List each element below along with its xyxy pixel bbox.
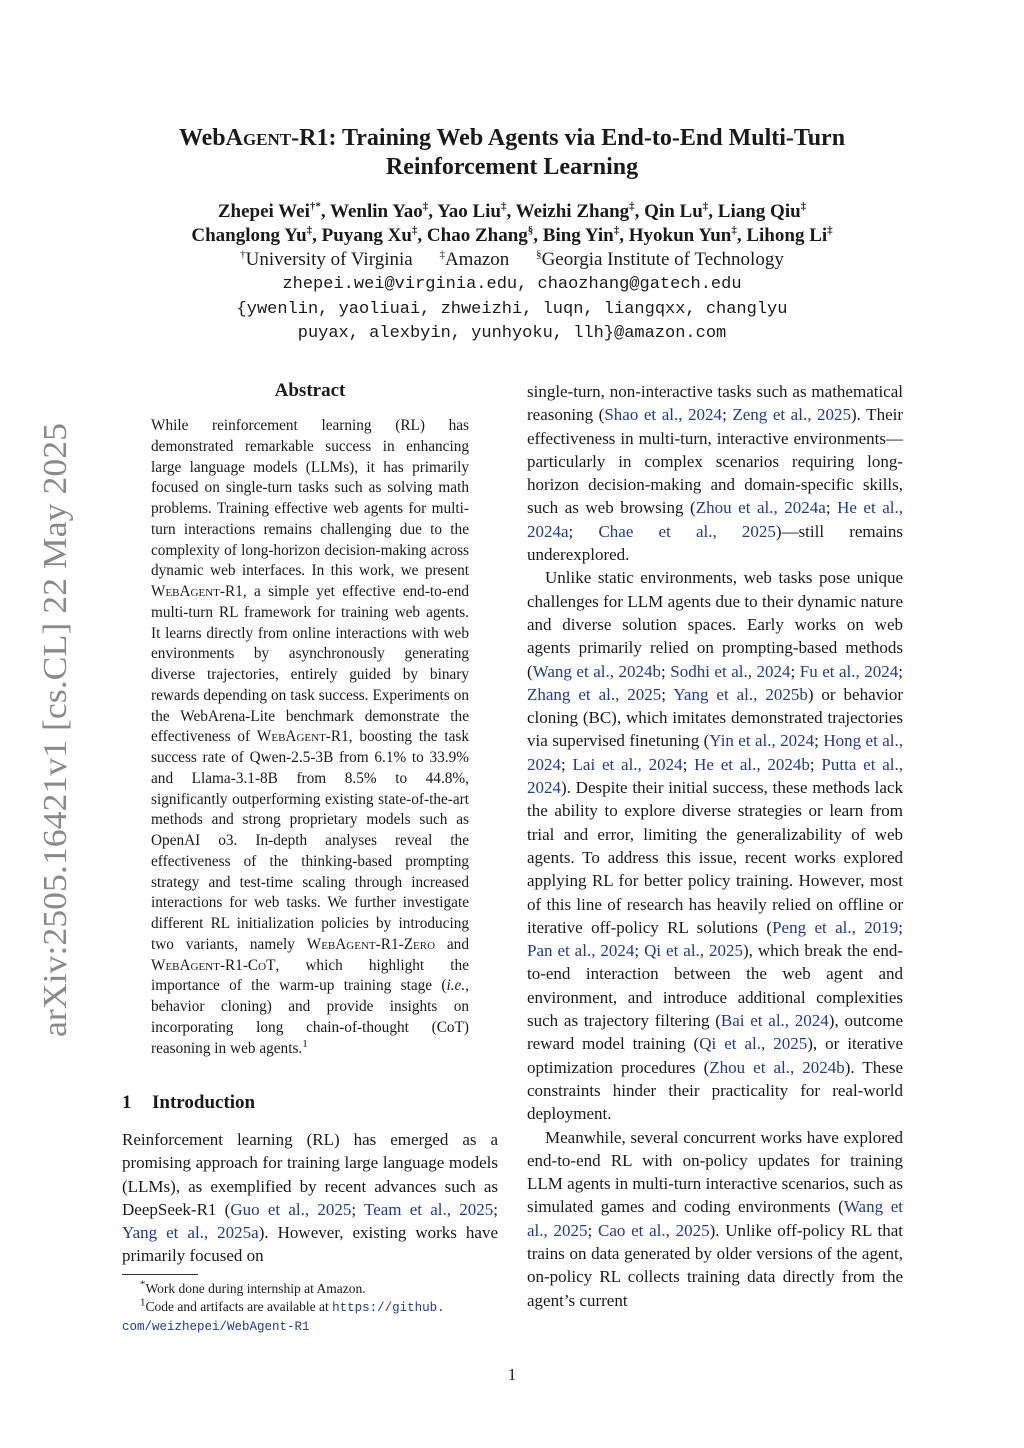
author-list-line2: Changlong Yu‡, Puyang Xu‡, Chao Zhang§, Bing Yin‡, Hyokun Yun‡, Lihong Li‡ xyxy=(191,224,833,246)
page-number: 1 xyxy=(507,1365,517,1384)
email-line-3: puyax, alexbyin, yunhyoku, llh}@amazon.com xyxy=(297,324,727,343)
title-name: WebAgent-R1 xyxy=(178,125,329,151)
section-heading-introduction: 1 Introduction xyxy=(122,1092,256,1113)
github-link-cont[interactable]: com/weizhepei/WebAgent-R1 xyxy=(122,1320,310,1334)
citation-link[interactable]: Pan et al., 2024 xyxy=(527,941,635,961)
citation-link[interactable]: Zhou et al., 2024b xyxy=(709,1057,845,1077)
citation-link[interactable]: Wang et al., 2025 xyxy=(527,1197,904,1240)
author-name: Hyokun Yun xyxy=(628,225,732,246)
author-name: Liang Qiu xyxy=(717,201,801,222)
author-affiliation-mark: ‡ xyxy=(306,224,313,237)
citation-link[interactable]: He et al., 2024b xyxy=(694,754,810,774)
affiliation-amazon: Amazon xyxy=(444,249,510,270)
citation-link[interactable]: Peng et al., 2019 xyxy=(772,917,899,937)
author-affiliation-mark: ‡ xyxy=(500,200,507,213)
title-line1: : Training Web Agents via End-to-End Multi-Turn xyxy=(328,125,846,151)
abstract-body: While reinforcement learning (RL) has demonstrated remarkable success in enhancing large language models (LLMs), it has primarily focused on single-turn tasks such as solving math problems. Training effective web agents for multi-turn interactions remains challenging due to the complexity of long-horizon decision-making across dynamic web interfaces. In this work, we present WebAgent-R1, a simple yet effective end-to-end multi-turn RL framework for training web agents. It learns directly from online interactions with web environments by asynchronously generating diverse trajectories, entirely guided by binary rewards depending on task success. Experiments on the WebArena-Lite benchmark demonstrate the effectiveness of WebAgent-R1, boosting the task success rate of Qwen-2.5-3B from 6.1% to 33.9% and Llama-3.1-8B from 8.5% to 44.8%, significantly outperforming existing state-of-the-art methods and strong proprietary models such as OpenAI o3. In-depth analyses reveal the effectiveness of the thinking-based prompting strategy and test-time scaling through increased interactions for web tasks. We further investigate different RL initialization policies by introducing two variants, namely WebAgent-R1-Zero and WebAgent-R1-CoT, which highlight the importance of the warm-up training stage (i.e., behavior cloning) and provide insights on incorporating long chain-of-thought (CoT) reasoning in web agents.$^1$ xyxy=(151,417,469,1057)
citation-link[interactable]: Yin et al., 2024 xyxy=(709,731,815,751)
author-affiliation-mark: ‡ xyxy=(629,200,635,213)
paper-title xyxy=(110,124,914,182)
citation-link[interactable]: Cao et al., 2025 xyxy=(597,1220,710,1240)
author-affiliation-mark: ‡ xyxy=(411,224,418,237)
citation-link[interactable]: Putta et al., 2024 xyxy=(527,754,903,798)
footnote-1: *Work done during internship at Amazon. xyxy=(140,1278,366,1296)
author-affiliation-mark: ‡ xyxy=(731,224,737,237)
author-affiliation-mark: †* xyxy=(309,200,321,213)
author-affiliation-mark: ‡ xyxy=(827,224,833,237)
author-name: Puyang Xu xyxy=(321,225,412,246)
author-affiliation-mark: ‡ xyxy=(800,200,807,213)
footnote-ref-1[interactable]: 1 xyxy=(302,1037,308,1050)
paragraph-2: Unlike static environments, web tasks pose unique challenges for LLM agents due to their dynamic nature and diverse solution spaces. Early works on web agents primarily relied on prompting-based methods (Wang et al., 2024b; Sodhi et al., 2024; Fu et al., 2024; Zhang et al., 2025; Yang et al., 2025b) or behavior cloning (BC), which imitates demonstrated trajectories via supervised finetuning (Yin et al., 2024; Hong et al., 2024; Lai et al., 2024; He et al., 2024b; Putta et al., 2024). Despite their initial success, these methods lack the ability to explore diverse strategies or learn from trial and error, limiting the generalizability of web agents. To address this issue, recent works explored applying RL for better policy training. However, most of this line of research has heavily relied on offline or iterative off-policy RL solutions (Peng et al., 2019; Pan et al., 2024; Qi et al., 2025), which break the end-to-end interaction between the web agent and environment, and introduce additional complexities such as trajectory filtering (Bai et al., 2024), outcome reward model training (Qi et al., 2025), or iterative optimization procedures (Zhou et al., 2024b). These constraints hinder their practicality for real-world deployment. xyxy=(527,568,904,1124)
arxiv-stamp-text: arXiv:2505.16421v1 [cs.CL] 22 May 2025 xyxy=(37,453,74,1037)
github-link[interactable]: https://github. xyxy=(332,1301,445,1315)
citation-link[interactable]: He et al., 2024a xyxy=(527,498,904,541)
citation-link[interactable]: Qi et al., 2025 xyxy=(644,941,743,961)
email-line-1: zhepei.wei@virginia.edu, chaozhang@gatech.edu xyxy=(282,275,742,294)
author-affiliation-mark: ‡ xyxy=(422,200,429,213)
email-line-2: {ywenlin, yaoliuai, zhweizhi, luqn, liangqxx, changlyu xyxy=(236,300,788,319)
citation-link[interactable]: Zhou et al., 2024a xyxy=(695,498,826,518)
citation-link[interactable]: Yang et al., 2025a xyxy=(122,1223,259,1243)
author-name: Zhepei Wei xyxy=(217,201,310,222)
citation-link[interactable]: Qi et al., 2025 xyxy=(699,1034,808,1054)
abstract-heading: Abstract xyxy=(274,380,346,401)
author-name: Changlong Yu xyxy=(191,225,307,246)
author-affiliation-mark: ‡ xyxy=(702,200,709,213)
author-name: Weizhi Zhang xyxy=(515,201,630,222)
title-line2: Reinforcement Learning xyxy=(385,154,639,180)
citation-link[interactable]: Team et al., 2025 xyxy=(364,1199,494,1219)
citation-link[interactable]: Shao et al., 2024 xyxy=(604,405,723,425)
arxiv-stamp xyxy=(14,420,84,1040)
citation-link[interactable]: Zeng et al., 2025 xyxy=(732,405,852,425)
affiliation-gatech: Georgia Institute of Technology xyxy=(541,249,784,270)
citation-link[interactable]: Hong et al., 2024 xyxy=(527,731,903,774)
author-affiliation-mark: § xyxy=(527,224,534,237)
citation-link[interactable]: Guo et al., 2025 xyxy=(230,1199,352,1219)
right-column xyxy=(527,380,903,1312)
intro-paragraph: Reinforcement learning (RL) has emerged as a promising approach for training large language models (LLMs), as exemplified by recent advances such as DeepSeek-R1 (Guo et al., 2025; Team et al., 2025; Yang et al., 2025a). However, existing works have primarily focused on xyxy=(122,1130,498,1266)
paragraph-1: single-turn, non-interactive tasks such as mathematical reasoning (Shao et al., 2024; Zeng et al., 2025). Their effectiveness in multi-turn, interactive environments—particularly in complex scenarios requiring long-horizon decision-making and domain-specific skills, such as web browsing (Zhou et al., 2024a; He et al., 2024a; Chae et al., 2025)—still remains underexplored. xyxy=(527,382,904,565)
author-affiliation-mark: ‡ xyxy=(613,224,620,237)
citation-link[interactable]: Chae et al., 2025 xyxy=(598,521,776,541)
footnote-2: $^1$Code and artifacts are available at https://github. com/weizhepei/WebAgent-R1 xyxy=(122,1296,445,1334)
citation-link[interactable]: Wang et al., 2024b xyxy=(532,661,661,681)
affiliations: †University of Virginia ‡Amazon §Georgia Institute of Technology xyxy=(240,248,784,270)
author-list-line1: Zhepei Wei†*, Wenlin Yao‡, Yao Liu‡, Weizhi Zhang‡, Qin Lu‡, Liang Qiu‡ xyxy=(217,200,807,222)
citation-link[interactable]: Sodhi et al., 2024 xyxy=(670,661,791,681)
citation-link[interactable]: Yang et al., 2025b xyxy=(673,684,808,704)
author-name: Qin Lu xyxy=(644,201,703,222)
author-name: Bing Yin xyxy=(542,225,614,246)
author-name: Chao Zhang xyxy=(426,225,528,246)
author-name: Yao Liu xyxy=(437,201,501,222)
paragraph-3: Meanwhile, several concurrent works have explored end-to-end RL with on-policy updates for training LLM agents in multi-turn interactive scenarios, such as simulated games and coding environments (Wang et al., 2025; Cao et al., 2025). Unlike off-policy RL that trains on data generated by older versions of the agent, on-policy RL collects training data directly from the agent’s current xyxy=(527,1127,904,1310)
author-name: Lihong Li xyxy=(746,225,828,246)
author-name: Wenlin Yao xyxy=(330,201,423,222)
citation-link[interactable]: Fu et al., 2024 xyxy=(799,661,899,681)
citation-link[interactable]: Bai et al., 2024 xyxy=(720,1011,829,1031)
footnotes xyxy=(122,1280,502,1336)
affiliation-uva: University of Virginia xyxy=(245,249,413,270)
footnote-divider xyxy=(122,1274,198,1275)
citation-link[interactable]: Zhang et al., 2025 xyxy=(527,684,662,704)
citation-link[interactable]: Lai et al., 2024 xyxy=(572,754,683,774)
